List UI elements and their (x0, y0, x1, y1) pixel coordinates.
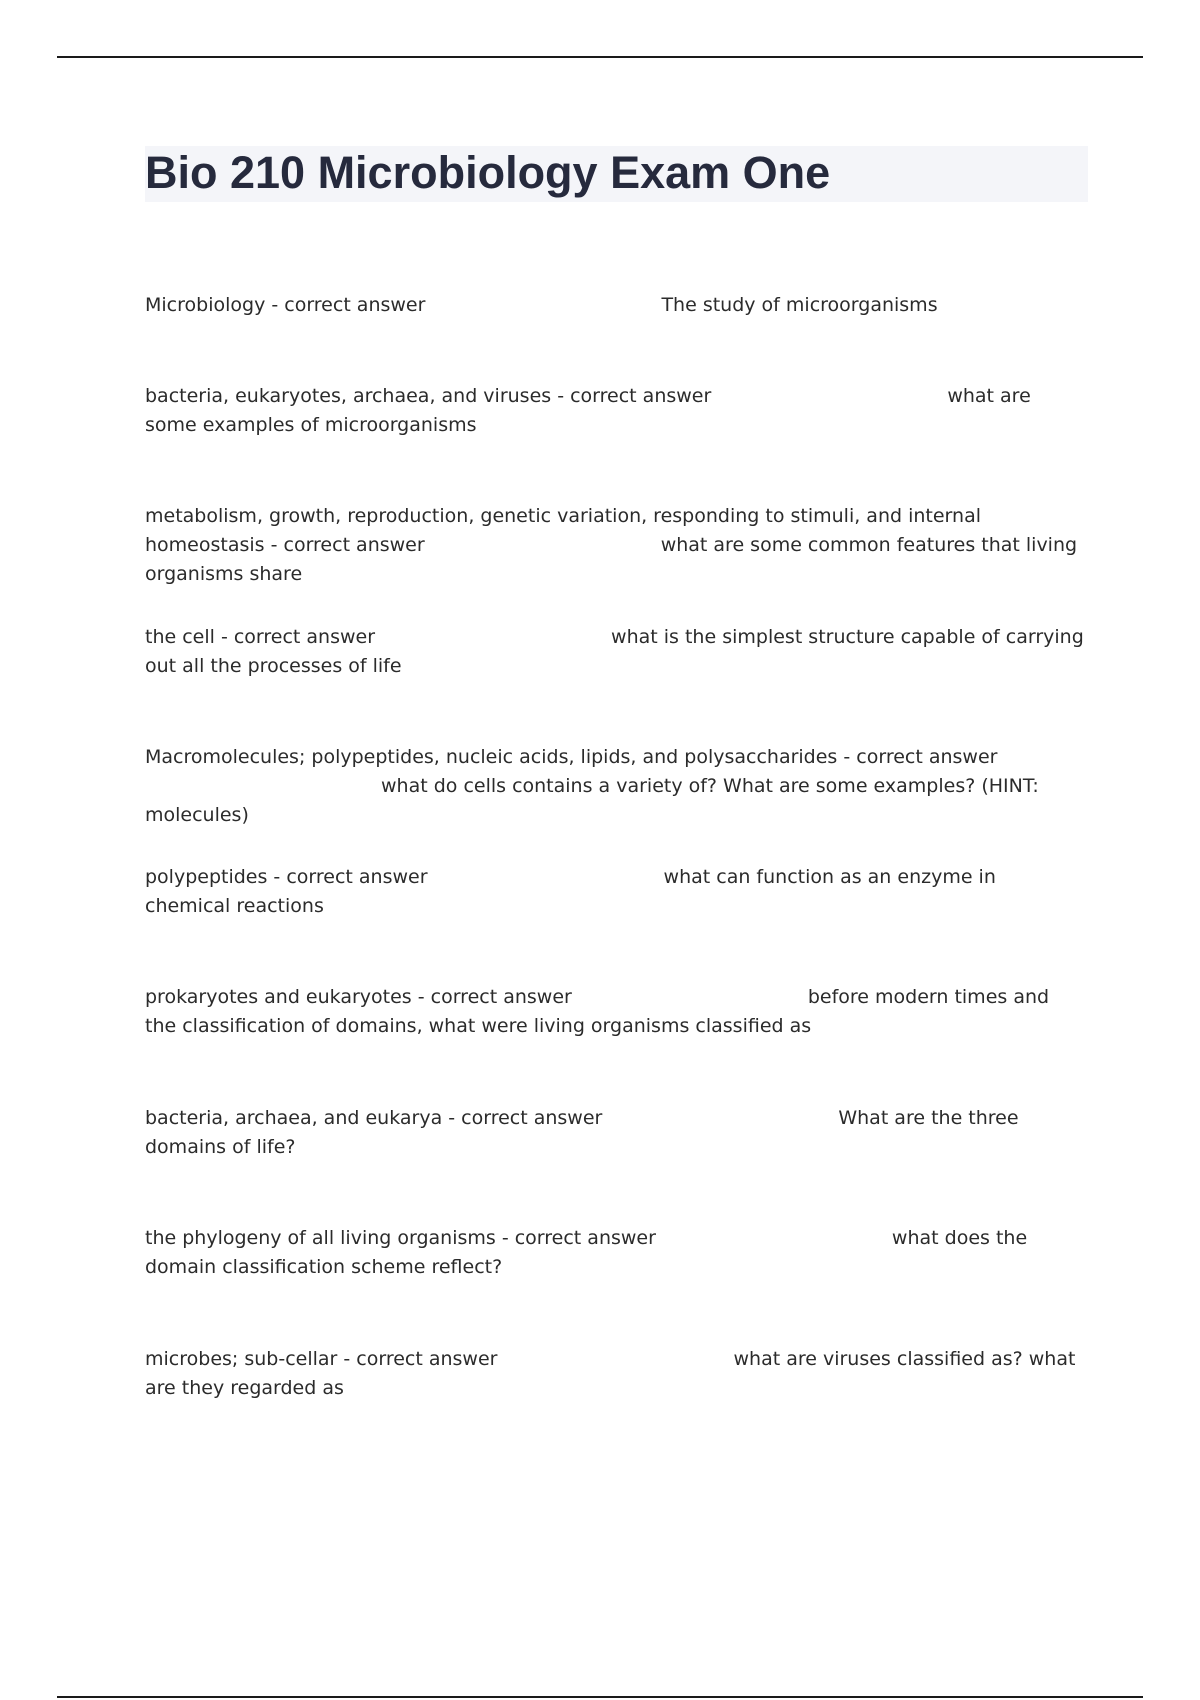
card-term: microbes; sub-cellar - correct answer (145, 1348, 498, 1370)
qa-card (145, 983, 1085, 1041)
card-term: prokaryotes and eukaryotes - correct answer (145, 986, 572, 1008)
qa-card (145, 382, 1085, 440)
card-term: the phylogeny of all living organisms - correct answer (145, 1227, 656, 1249)
qa-card (145, 1224, 1085, 1282)
card-definition: what does the domain classification scheme reflect? (145, 1227, 1028, 1278)
card-definition: what are viruses classified as? what are they regarded as (145, 1348, 1076, 1399)
card-definition: The study of microorganisms (661, 294, 938, 316)
card-term: the cell - correct answer (145, 626, 376, 648)
card-term: bacteria, archaea, and eukarya - correct answer (145, 1107, 603, 1129)
card-term: polypeptides - correct answer (145, 866, 428, 888)
card-definition: what are some examples of microorganisms (145, 385, 1031, 436)
card-definition: what can function as an enzyme in chemical reactions (145, 866, 996, 917)
qa-card (145, 743, 1085, 830)
card-term: Microbiology - correct answer (145, 294, 426, 316)
card-definition: what is the simplest structure capable of carrying out all the processes of life (145, 626, 1084, 677)
qa-card (145, 502, 1085, 589)
qa-card (145, 1345, 1085, 1403)
card-definition: What are the three domains of life? (145, 1107, 1019, 1158)
card-definition: what are some common features that living organisms share (145, 534, 1078, 585)
card-definition: before modern times and the classification of domains, what were living organisms classified as (145, 986, 1050, 1037)
card-term: bacteria, eukaryotes, archaea, and viruses - correct answer (145, 385, 712, 407)
qa-card (145, 291, 1085, 320)
top-rule (57, 56, 1143, 58)
card-term: Macromolecules; polypeptides, nucleic acids, lipids, and polysaccharides - correct answer (145, 746, 998, 768)
card-definition: what do cells contains a variety of? What are some examples? (HINT: molecules) (145, 775, 1039, 826)
qa-card (145, 863, 1085, 921)
card-term: metabolism, growth, reproduction, genetic variation, responding to stimuli, and internal homeostasis - correct answer (145, 505, 981, 556)
page-title: Bio 210 Microbiology Exam One (145, 147, 831, 198)
qa-card (145, 1104, 1085, 1162)
qa-card (145, 623, 1085, 681)
bottom-rule (57, 1696, 1143, 1698)
